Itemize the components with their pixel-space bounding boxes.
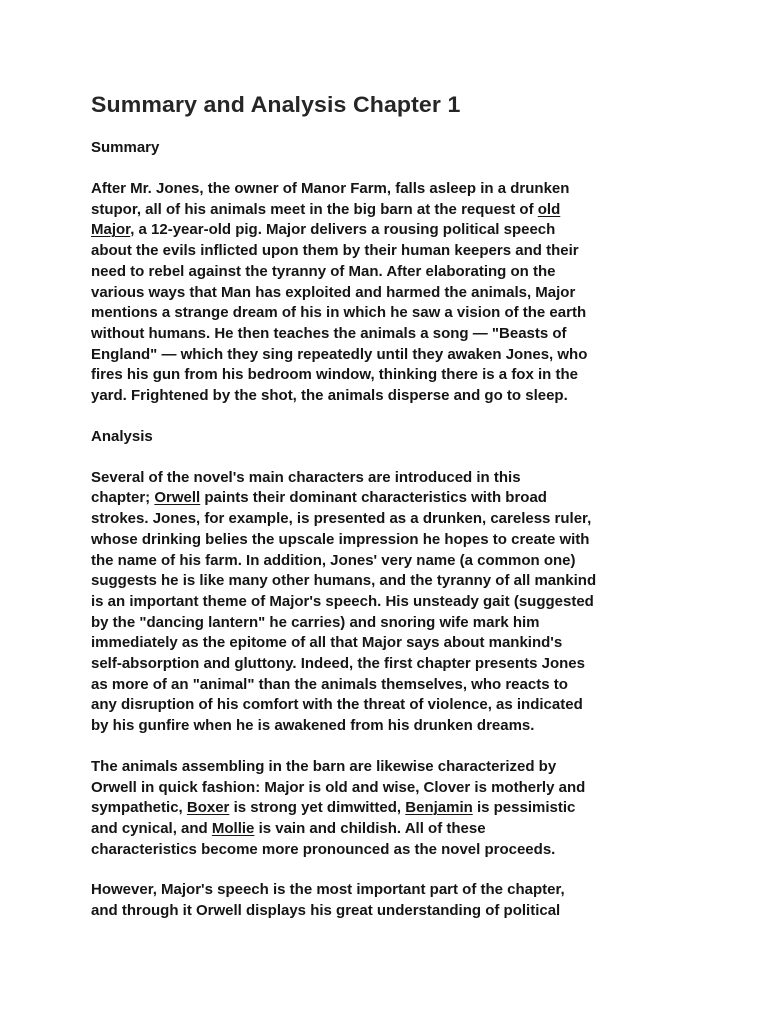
- text-line: Orwell in quick fashion: Major is old and wise, Clover is motherly and: [91, 778, 586, 796]
- text-line: any disruption of his comfort with the threat of violence, as indicated: [91, 696, 583, 714]
- text-line: by the "dancing lantern" he carries) and snoring wife mark him: [91, 613, 540, 631]
- text-line: self-absorption and gluttony. Indeed, the first chapter presents Jones: [91, 655, 585, 673]
- text-line: whose drinking belies the upscale impression he hopes to create with: [91, 530, 590, 548]
- link-benjamin[interactable]: Benjamin: [405, 799, 473, 817]
- text-line: After Mr. Jones, the owner of Manor Farm, falls asleep in a drunken: [91, 180, 570, 197]
- link-old-major[interactable]: old: [537, 200, 561, 218]
- analysis-paragraph-2: [91, 757, 708, 861]
- text-line: as more of an "animal" than the animals themselves, who reacts to: [91, 675, 568, 693]
- text-line: The animals assembling in the barn are likewise characterized by: [91, 757, 557, 775]
- analysis-heading: Analysis: [91, 427, 153, 445]
- text-line: England" — which they sing repeatedly until they awaken Jones, who: [91, 345, 588, 363]
- text-line: chapter; Orwell paints their dominant characteristics with broad: [91, 489, 547, 507]
- text-line: strokes. Jones, for example, is presented as a drunken, careless ruler,: [91, 510, 592, 528]
- text-line: mentions a strange dream of his in which he saw a vision of the earth: [91, 304, 587, 322]
- text-line: Several of the novel's main characters are introduced in this: [91, 468, 521, 486]
- text-line: the name of his farm. In addition, Jones' very name (a common one): [91, 551, 576, 569]
- text-line: stupor, all of his animals meet in the big barn at the request of old: [91, 200, 561, 218]
- link-boxer[interactable]: Boxer: [186, 799, 230, 817]
- text-line: However, Major's speech is the most important part of the chapter,: [91, 881, 565, 899]
- text-line: Major, a 12-year-old pig. Major delivers a rousing political speech: [91, 221, 556, 239]
- text-line: about the evils inflicted upon them by their human keepers and their: [91, 242, 579, 260]
- link-old-major[interactable]: Major: [91, 221, 131, 239]
- text-line: without humans. He then teaches the animals a song — "Beasts of: [91, 324, 567, 342]
- text-line: yard. Frightened by the shot, the animals disperse and go to sleep.: [91, 387, 568, 405]
- text-line: various ways that Man has exploited and harmed the animals, Major: [91, 283, 576, 301]
- text-line: and through it Orwell displays his great understanding of political: [91, 902, 561, 920]
- text-line: by his gunfire when he is awakened from his drunken dreams.: [91, 717, 535, 735]
- text-line: suggests he is like many other humans, and the tyranny of all mankind: [91, 572, 597, 590]
- text-line: and cynical, and Mollie is vain and childish. All of these: [91, 819, 486, 837]
- analysis-paragraph-3: [91, 880, 708, 921]
- link-mollie[interactable]: Mollie: [211, 819, 255, 837]
- text-line: fires his gun from his bedroom window, thinking there is a fox in the: [91, 366, 578, 384]
- text-line: immediately as the epitome of all that Major says about mankind's: [91, 634, 563, 652]
- summary-paragraph: [91, 179, 708, 407]
- text-line: is an important theme of Major's speech. His unsteady gait (suggested: [91, 592, 594, 610]
- text-line: characteristics become more pronounced as the novel proceeds.: [91, 840, 556, 858]
- page-title: Summary and Analysis Chapter 1: [91, 92, 461, 117]
- text-line: sympathetic, Boxer is strong yet dimwitted, Benjamin is pessimistic: [91, 799, 576, 817]
- analysis-paragraph-1: [91, 468, 708, 737]
- summary-heading: Summary: [91, 139, 160, 156]
- link-orwell[interactable]: Orwell: [154, 489, 201, 507]
- text-line: need to rebel against the tyranny of Man. After elaborating on the: [91, 262, 556, 280]
